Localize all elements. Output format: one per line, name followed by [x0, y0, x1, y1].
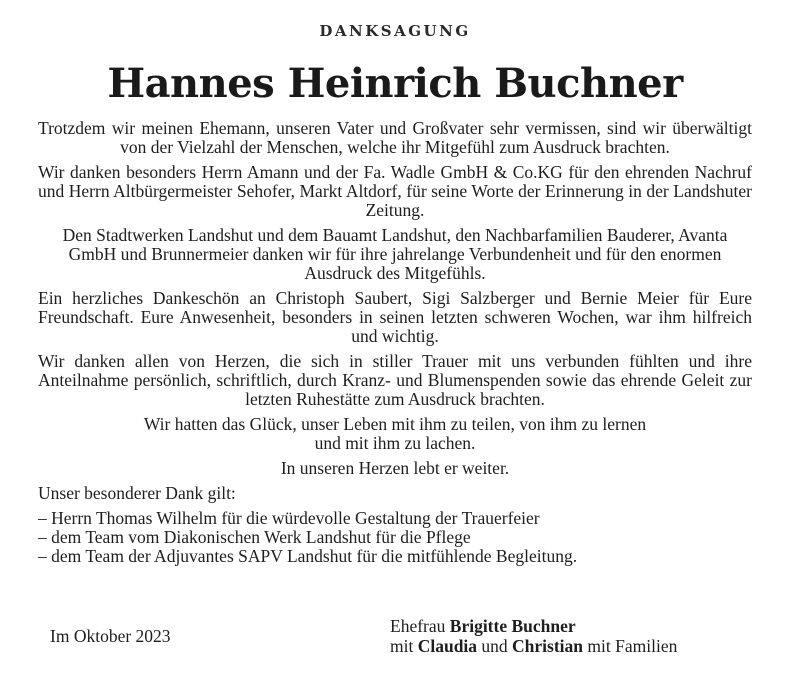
signature-line-2 — [390, 636, 677, 656]
families-word: mit Familien — [587, 636, 678, 656]
special-thanks-heading: Unser besonderer Dank gilt: — [38, 483, 236, 503]
with-word: mit — [390, 636, 414, 656]
child-name-2: Christian — [512, 636, 584, 656]
notice-body — [38, 119, 752, 566]
deceased-name: Hannes Heinrich Buchner — [107, 60, 683, 107]
paragraph: Wir danken besonders Herrn Amann und der Fa. Wadle GmbH & Co.KG für den ehrenden Nachruf und Herrn Altbürgermeister Sehofer, Markt Altdorf, für seine Worte der Erinnerung in der Landshuter Zeitung. — [38, 162, 752, 220]
date-line: Im Oktober 2023 — [50, 626, 171, 646]
paragraph: Ein herzliches Dankeschön an Christoph Saubert, Sigi Salzberger und Bernie Meier für Eure Freundschaft. Eure Anwesenheit, besonders in seinen letzten schweren Wochen, war ihm hilfreich und wichtig. — [38, 288, 752, 346]
signature-block — [390, 616, 677, 656]
paragraph: Den Stadtwerken Landshut und dem Bauamt Landshut, den Nachbarfamilien Bauderer, Avanta GmbH und Brunnermeier danken wir für ihre jahrelange Verbundenheit und für den enormen Ausdruck des Mitgefühls. — [62, 225, 728, 283]
and-word: und — [481, 636, 508, 656]
list-item: – dem Team der Adjuvantes SAPV Landshut für die mitfühlende Begleitung. — [38, 546, 578, 566]
wife-prefix: Ehefrau — [390, 616, 446, 636]
hearts-line: In unseren Herzen lebt er weiter. — [280, 458, 510, 478]
list-item: – dem Team vom Diakonischen Werk Landshut für die Pflege — [38, 527, 471, 547]
luck-paragraph — [38, 415, 752, 453]
wife-name: Brigitte Buchner — [449, 616, 576, 636]
kicker-heading: DANKSAGUNG — [319, 22, 471, 40]
luck-line-1: Wir hatten das Glück, unser Leben mit ihm zu teilen, von ihm zu lernen — [143, 414, 647, 434]
luck-line-2: und mit ihm zu lachen. — [314, 433, 476, 453]
signature-line-1 — [390, 616, 677, 636]
special-thanks-list — [38, 509, 752, 566]
child-name-1: Claudia — [417, 636, 478, 656]
paragraph: Trotzdem wir meinen Ehemann, unseren Vater und Großvater sehr vermissen, sind wir überwältigt von der Vielzahl der Menschen, welche ihr Mitgefühl zum Ausdruck brachten. — [38, 118, 752, 157]
list-item: – Herrn Thomas Wilhelm für die würdevolle Gestaltung der Trauerfeier — [38, 508, 540, 528]
paragraph: Wir danken allen von Herzen, die sich in stiller Trauer mit uns verbunden fühlten und ihre Anteilnahme persönlich, schriftlich, durch Kranz- und Blumenspenden sowie das ehrende Geleit zur letzten Ruhestätte zum Ausdruck brachten. — [38, 351, 752, 409]
